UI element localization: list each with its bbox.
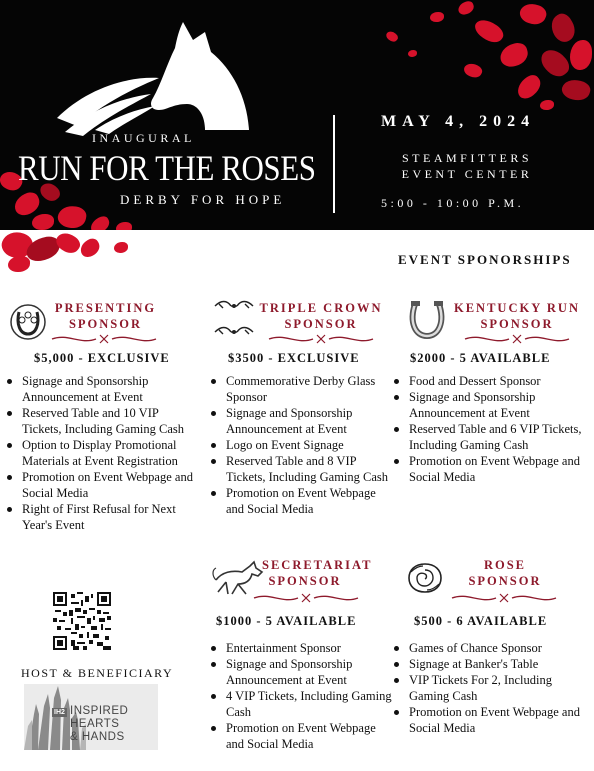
tier-secretariat-price: $1000 - 5 AVAILABLE (216, 614, 357, 628)
tier-kentucky-run-benefits (393, 373, 589, 485)
benefit-item: VIP Tickets For 2, Including Gaming Cash (393, 672, 589, 704)
benefit-item: Right of First Refusal for Next Year's Event (6, 501, 196, 533)
flourish-divider (450, 592, 558, 604)
benefit-item: Signage and Sponsorship Announcement at Event (210, 656, 396, 688)
rose-petal (56, 204, 87, 230)
benefit-item: Signage at Banker's Table (393, 656, 589, 672)
benefit-item: Promotion on Event Webpage and Social Media (393, 453, 589, 485)
tier-triple-crown-title (258, 300, 384, 332)
tier-title-line: SPONSOR (284, 317, 358, 331)
rose-petal (546, 10, 579, 45)
rose-icon (405, 560, 445, 596)
tier-presenting-title (48, 300, 163, 332)
event-date: MAY 4, 2024 (381, 113, 536, 130)
benefit-item: Reserved Table and 10 VIP Tickets, Including Gaming Cash (6, 405, 196, 437)
rose-petal (472, 15, 507, 47)
benefit-item: 4 VIP Tickets, Including Gaming Cash (210, 688, 396, 720)
logo-line: HEARTS (70, 718, 120, 730)
tier-triple-crown-price: $3500 - EXCLUSIVE (228, 351, 360, 365)
flourish-divider (50, 333, 158, 345)
tier-kentucky-run-price: $2000 - 5 AVAILABLE (410, 351, 551, 365)
benefit-item: Logo on Event Signage (210, 437, 396, 453)
flourish-divider (463, 333, 571, 345)
vertical-divider (333, 115, 335, 213)
section-title: EVENT SPONORSHIPS (398, 252, 572, 267)
benefit-item: Food and Dessert Sponsor (393, 373, 589, 389)
benefit-item: Commemorative Derby Glass Sponsor (210, 373, 396, 405)
rose-petal (560, 77, 592, 104)
benefit-item: Signage and Sponsorship Announcement at Event (6, 373, 196, 405)
rose-petal (517, 0, 548, 28)
benefit-item: Signage and Sponsorship Announcement at Event (393, 389, 589, 421)
rose-petal (77, 236, 102, 260)
rose-petal (513, 72, 544, 103)
tier-title-line: TRIPLE CROWN (259, 301, 383, 315)
benefit-item: Promotion on Event Webpage and Social Media (393, 704, 589, 736)
tier-title-line: SPONSOR (480, 317, 554, 331)
horse-head-logo (55, 18, 265, 138)
rose-petal (540, 100, 554, 110)
benefit-item: Promotion on Event Webpage and Social Media (210, 720, 396, 752)
rose-petal (537, 44, 573, 81)
tier-secretariat-title (262, 557, 373, 589)
tier-title-line: SPONSOR (268, 574, 342, 588)
tier-title-line: SECRETARIAT (262, 558, 373, 572)
tier-title-line: SPONSOR (68, 317, 143, 331)
event-venue: STEAMFITTERS EVENT CENTER (401, 151, 533, 181)
benefit-item: Reserved Table and 8 VIP Tickets, Including Gaming Cash (210, 453, 396, 485)
rose-petal (462, 61, 484, 80)
tier-presenting-price: $5,000 - EXCLUSIVE (34, 351, 170, 365)
logo-badge: IH2 (54, 709, 65, 716)
tier-kentucky-run-title (452, 300, 582, 332)
qr-code[interactable] (53, 592, 111, 650)
tier-triple-crown-benefits (210, 373, 396, 517)
header-banner (0, 0, 594, 230)
rose-petal (430, 12, 444, 22)
rose-petal (498, 41, 531, 69)
rose-petal (32, 214, 54, 230)
rose-petal (114, 242, 128, 253)
tier-title-line: ROSE (483, 558, 527, 572)
rose-petal (456, 0, 475, 16)
horseshoe-icon (407, 300, 447, 340)
host-beneficiary-label: HOST & BENEFICIARY (21, 666, 174, 680)
tier-rose-title (460, 557, 550, 589)
logo-line: & HANDS (70, 731, 125, 743)
benefit-item: Entertainment Sponsor (210, 640, 396, 656)
benefit-item: Games of Chance Sponsor (393, 640, 589, 656)
laurel-ornament-icon (211, 298, 257, 340)
flourish-divider (252, 592, 360, 604)
event-subtitle: DERBY FOR HOPE (120, 192, 286, 207)
event-time: 5:00 - 10:00 P.M. (381, 196, 525, 210)
tier-presenting-benefits (6, 373, 196, 533)
benefit-item: Promotion on Event Webpage and Social Media (210, 485, 396, 517)
benefit-item: Reserved Table and 6 VIP Tickets, Including Gaming Cash (393, 421, 589, 453)
tier-rose-benefits (393, 640, 589, 736)
rose-petal (408, 50, 417, 57)
inaugural-label: INAUGURAL (92, 131, 195, 145)
benefit-item: Signage and Sponsorship Announcement at Event (210, 405, 396, 437)
rose-petal (385, 29, 400, 44)
event-title: RUN FOR THE ROSES (18, 148, 316, 188)
tier-secretariat-benefits (210, 640, 396, 752)
logo-wordmark (70, 705, 128, 744)
logo-line: INSPIRED (70, 705, 129, 717)
benefit-item: Promotion on Event Webpage and Social Media (6, 469, 196, 501)
rose-petal (570, 40, 592, 70)
rose-petal (88, 214, 112, 230)
tier-title-line: SPONSOR (468, 574, 542, 588)
rose-petal (8, 256, 30, 272)
tier-title-line: PRESENTING (54, 301, 157, 315)
horseshoe-roses-icon (8, 302, 48, 342)
tier-rose-price: $500 - 6 AVAILABLE (414, 614, 548, 628)
rose-petal (116, 222, 132, 230)
flourish-divider (267, 333, 375, 345)
rose-petal (53, 229, 83, 258)
tier-title-line: KENTUCKY RUN (454, 301, 580, 315)
benefit-item: Option to Display Promotional Materials at Event Registration (6, 437, 196, 469)
